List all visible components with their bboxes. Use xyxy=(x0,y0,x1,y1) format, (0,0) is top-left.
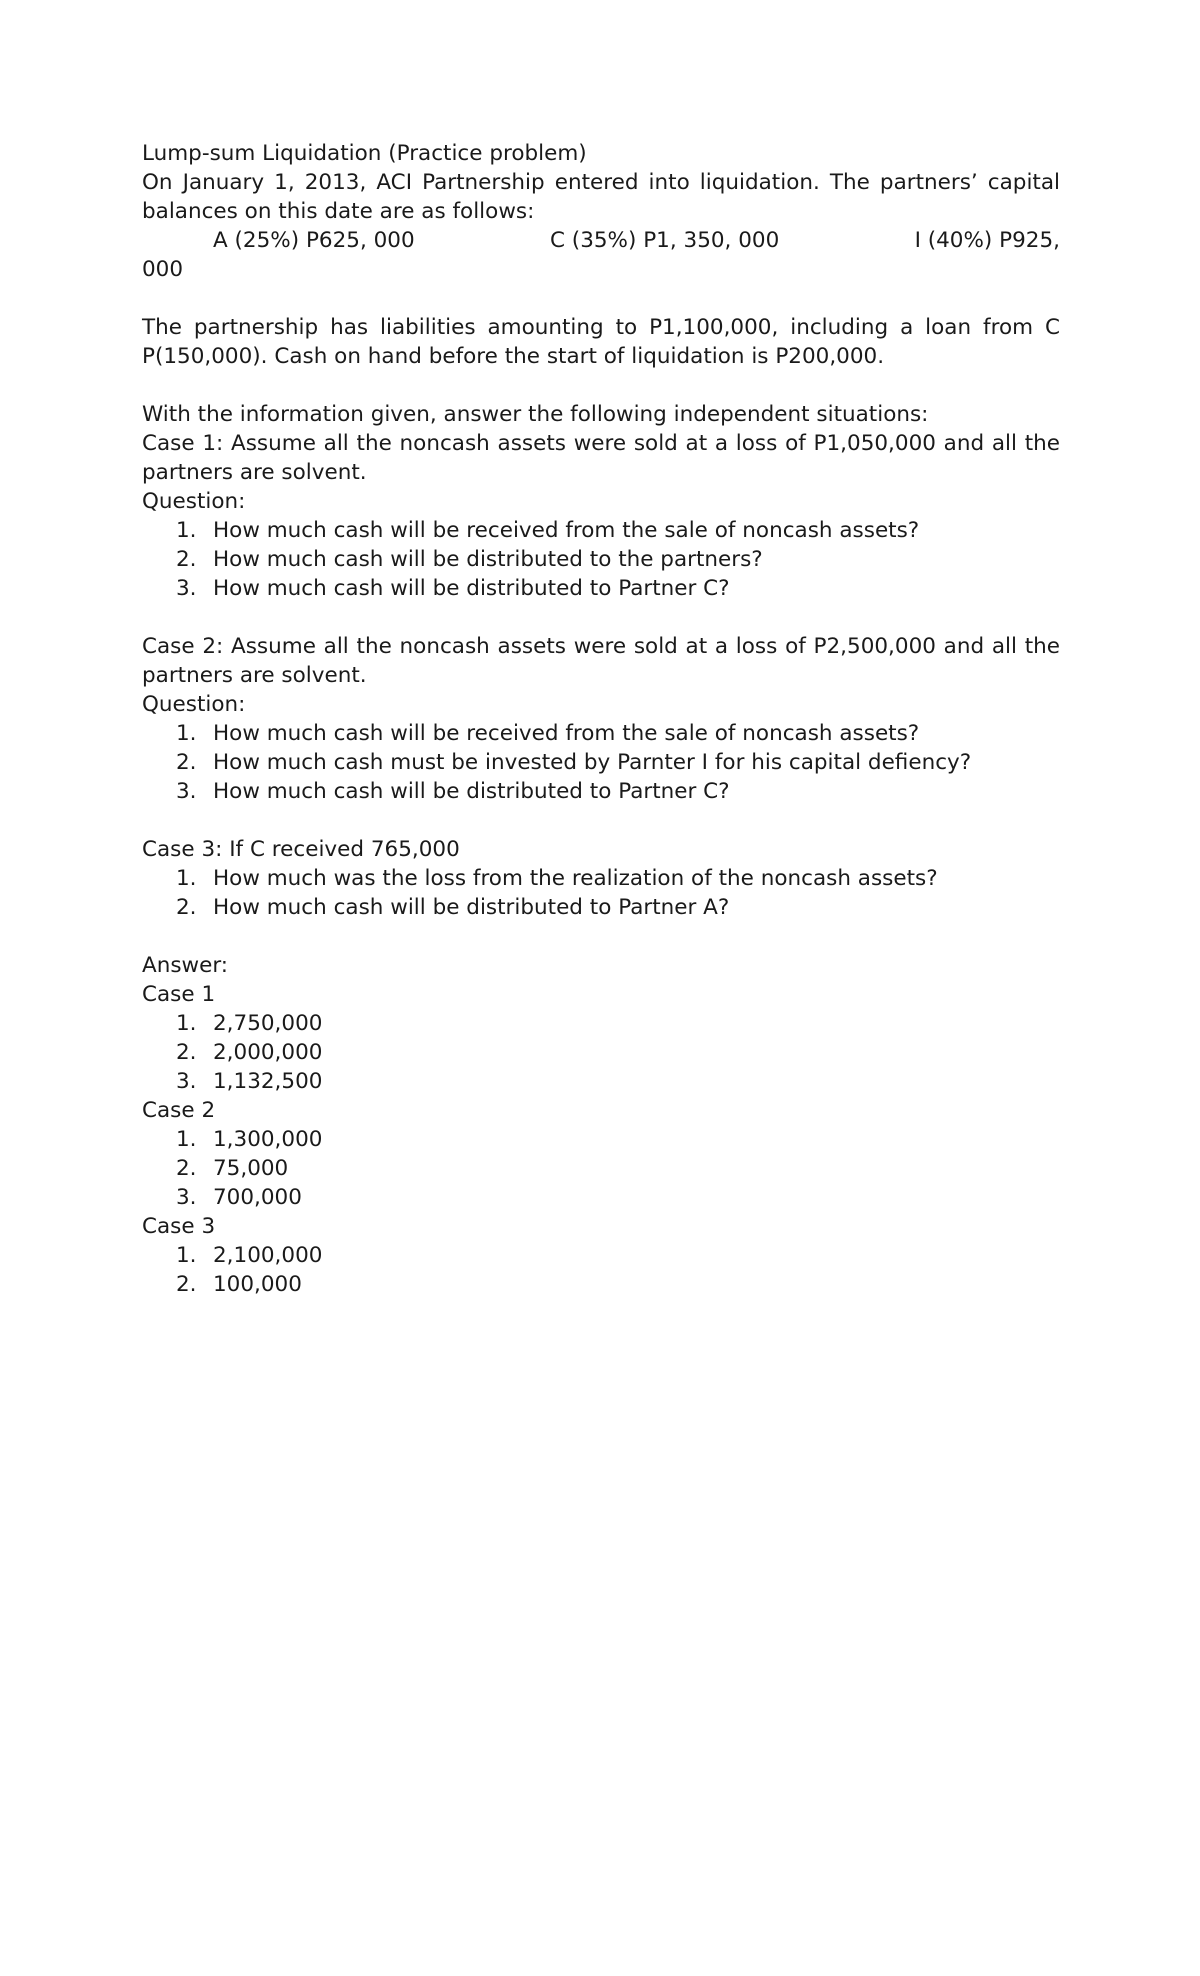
partner-i-capital: I (40%) P925, xyxy=(914,228,1060,253)
answers-case1 xyxy=(142,1009,1060,1096)
case2-questions xyxy=(142,719,1060,806)
intro-line-1: On January 1, 2013, ACI Partnership entered into liquidation. The partners’ capital xyxy=(142,170,1060,195)
liabilities-line-1: The partnership has liabilities amounting to P1,100,000, including a loan from C xyxy=(142,315,1060,340)
answers-case1-label: Case 1 xyxy=(142,982,216,1007)
list-item: 3. 1,132,500 xyxy=(176,1069,323,1094)
case1-question-label: Question: xyxy=(142,489,246,514)
list-item: 3. How much cash will be distributed to Partner C? xyxy=(176,779,730,804)
list-item: 2. 75,000 xyxy=(176,1156,289,1181)
list-item: 2. 2,000,000 xyxy=(176,1040,323,1065)
case2-line-1: Case 2: Assume all the noncash assets were sold at a loss of P2,500,000 and all the xyxy=(142,634,1060,659)
answers-label: Answer: xyxy=(142,953,229,978)
list-item: 1. 2,750,000 xyxy=(176,1011,323,1036)
case3-line-1: Case 3: If C received 765,000 xyxy=(142,837,460,862)
list-item: 2. How much cash must be invested by Parnter I for his capital defiency? xyxy=(176,750,972,775)
list-item: 2. 100,000 xyxy=(176,1272,302,1297)
case1-questions xyxy=(142,516,1060,603)
document-page xyxy=(142,139,1060,1299)
answers-case3 xyxy=(142,1241,1060,1299)
partner-a-capital: A (25%) P625, 000 xyxy=(213,228,415,253)
list-item: 2. How much cash will be distributed to Partner A? xyxy=(176,895,730,920)
case1-line-2: partners are solvent. xyxy=(142,460,367,485)
list-item: 1. How much was the loss from the realization of the noncash assets? xyxy=(176,866,938,891)
list-item: 3. 700,000 xyxy=(176,1185,302,1210)
list-item: 3. How much cash will be distributed to Partner C? xyxy=(176,576,730,601)
partners-capital-row xyxy=(142,226,1060,255)
list-item: 1. 2,100,000 xyxy=(176,1243,323,1268)
liabilities-line-2: P(150,000). Cash on hand before the start of liquidation is P200,000. xyxy=(142,344,885,369)
intro-line-2: balances on this date are as follows: xyxy=(142,199,535,224)
answers-case2-label: Case 2 xyxy=(142,1098,216,1123)
case2-question-label: Question: xyxy=(142,692,246,717)
answers-case2 xyxy=(142,1125,1060,1212)
case3-questions xyxy=(142,864,1060,922)
case1-line-1: Case 1: Assume all the noncash assets were sold at a loss of P1,050,000 and all the xyxy=(142,431,1060,456)
partners-capital-wrap: 000 xyxy=(142,257,184,282)
document-title: Lump-sum Liquidation (Practice problem) xyxy=(142,141,587,166)
list-item: 1. How much cash will be received from the sale of noncash assets? xyxy=(176,518,920,543)
list-item: 1. How much cash will be received from the sale of noncash assets? xyxy=(176,721,920,746)
partner-c-capital: C (35%) P1, 350, 000 xyxy=(549,228,780,253)
list-item: 2. How much cash will be distributed to the partners? xyxy=(176,547,763,572)
answers-case3-label: Case 3 xyxy=(142,1214,216,1239)
case2-line-2: partners are solvent. xyxy=(142,663,367,688)
list-item: 1. 1,300,000 xyxy=(176,1127,323,1152)
instructions: With the information given, answer the following independent situations: xyxy=(142,402,929,427)
